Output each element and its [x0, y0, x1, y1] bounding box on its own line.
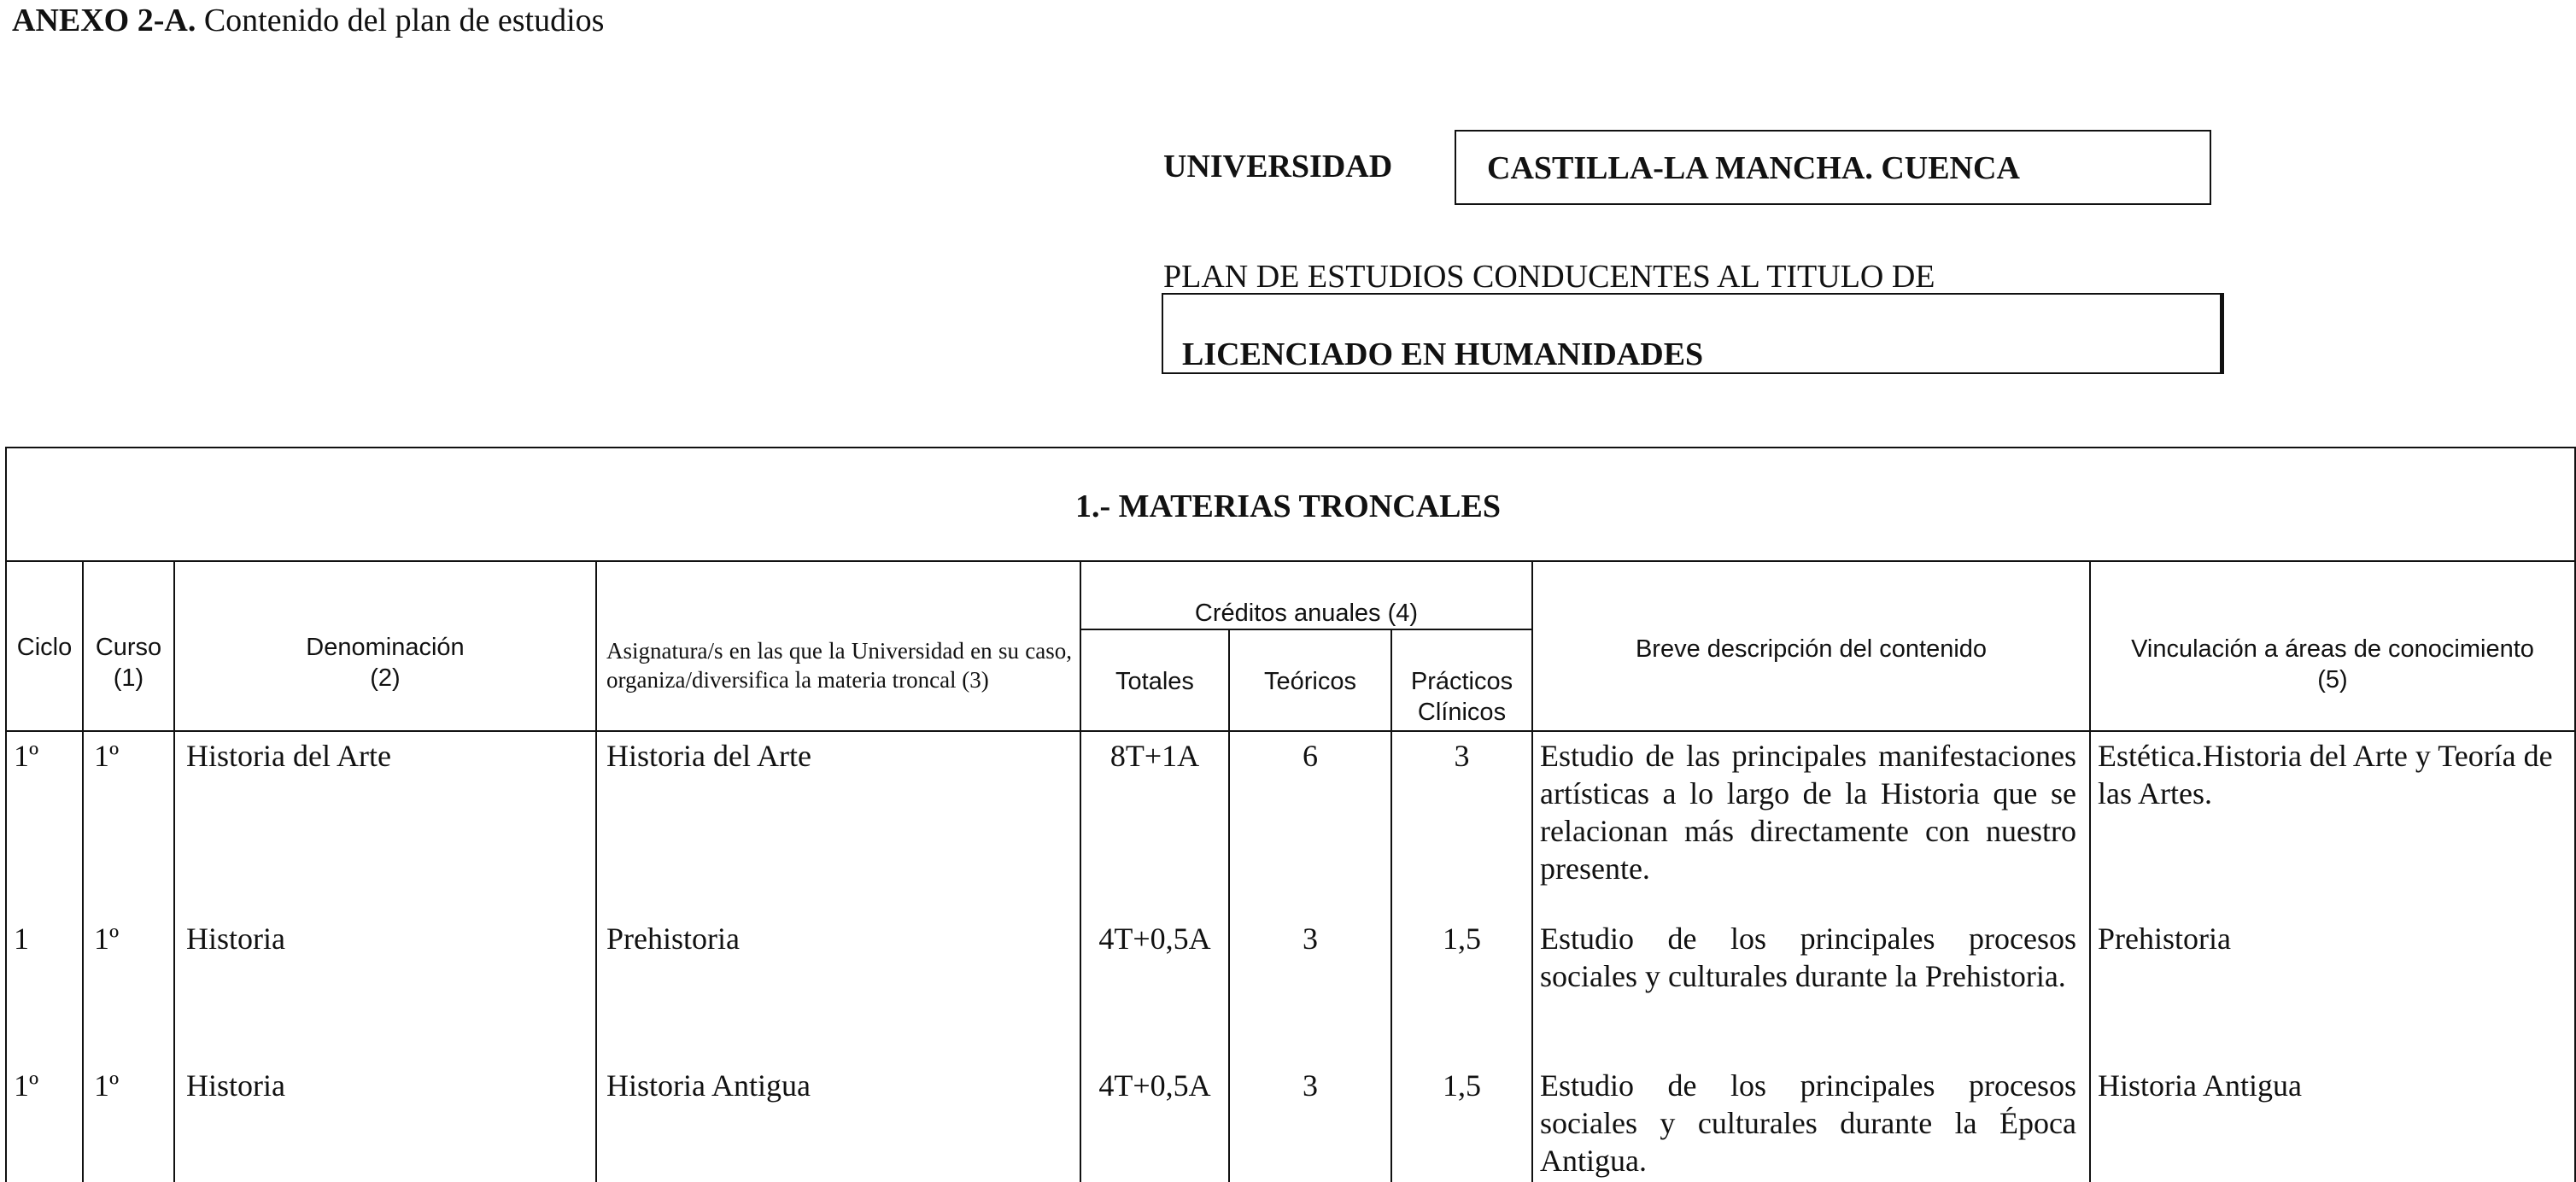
table-row-1-totales: 8T+1A [1109, 739, 1200, 773]
annex-heading [12, 2, 604, 39]
annex-title: Contenido del plan de estudios [203, 3, 605, 38]
section-title: 1.- MATERIAS TRONCALES [1075, 489, 1501, 524]
table-row-1-asignatura: Historia del Arte [606, 739, 811, 773]
university-label: UNIVERSIDAD [1163, 149, 1393, 184]
col-header-teoricos: Teóricos [1264, 668, 1356, 695]
table-row-2-ciclo: 1 [14, 922, 29, 956]
table-row-2-asignatura: Prehistoria [606, 922, 740, 956]
degree-box [1162, 293, 2224, 374]
table-row-1-denominacion: Historia del Arte [186, 739, 391, 773]
table-row-3-curso: 1º [94, 1068, 120, 1103]
col-header-creditos: Créditos anuales (4) [1194, 600, 1419, 627]
table-row-2-teoricos: 3 [1303, 922, 1318, 956]
divider-creditos-group [1080, 629, 1532, 630]
university-name: CASTILLA-LA MANCHA. CUENCA [1487, 150, 2020, 186]
divider-header [5, 730, 2576, 732]
table-row-1-teoricos: 6 [1303, 739, 1318, 773]
table-row-3-descripcion: Estudio de los principales procesos sociales y culturales durante la Época Antigua. [1540, 1068, 2076, 1178]
table-row-1-ciclo: 1º [14, 739, 39, 773]
col-header-practicos: Prácticos Clínicos [1410, 668, 1513, 726]
table-row-3-denominacion: Historia [186, 1068, 285, 1103]
university-box [1455, 130, 2211, 205]
col-header-denominacion: Denominación (2) [306, 634, 465, 692]
table-row-2-practicos: 1,5 [1443, 922, 1481, 956]
table-row-3-asignatura: Historia Antigua [606, 1068, 811, 1103]
col-header-descripcion: Breve descripción del contenido [1635, 635, 1988, 663]
table-row-3-teoricos: 3 [1303, 1068, 1318, 1103]
table-row-3-totales: 4T+0,5A [1098, 1068, 1211, 1103]
table-row-2-curso: 1º [94, 922, 120, 956]
col-line-3 [595, 560, 597, 1182]
table-row-2-vinculacion: Prehistoria [2098, 922, 2231, 956]
table-row-2-totales: 4T+0,5A [1098, 922, 1211, 956]
col-header-ciclo: Ciclo [16, 634, 73, 661]
table-row-1-practicos: 3 [1454, 739, 1470, 773]
table-row-2-denominacion: Historia [186, 922, 285, 956]
table-row-1-curso: 1º [94, 739, 120, 773]
divider-title [5, 560, 2576, 562]
col-header-totales: Totales [1115, 668, 1194, 695]
table-row-1-vinculacion: Estética.Historia del Arte y Teoría de las Artes. [2098, 739, 2553, 810]
table-row-3-ciclo: 1º [14, 1068, 39, 1103]
table-row-2-descripcion: Estudio de los principales procesos sociales y culturales durante la Prehistoria. [1540, 922, 2076, 993]
col-header-vinculacion: Vinculación a áreas de conocimiento (5) [2131, 635, 2534, 693]
plan-line: PLAN DE ESTUDIOS CONDUCENTES AL TITULO DE [1163, 259, 1935, 295]
table-row-1-descripcion: Estudio de las principales manifestaciones artísticas a lo largo de la Historia que se relacionan más directamente con nuestro presente. [1540, 739, 2076, 886]
annex-label: ANEXO 2-A. [12, 3, 196, 38]
col-header-asignaturas: Asignatura/s en las que la Universidad en su caso, organiza/diversifica la materia troncal (3) [606, 638, 1072, 693]
table-row-3-vinculacion: Historia Antigua [2098, 1068, 2302, 1103]
col-header-curso: Curso (1) [95, 634, 162, 692]
table-row-3-practicos: 1,5 [1443, 1068, 1481, 1103]
degree-name: LICENCIADO EN HUMANIDADES [1182, 336, 1704, 372]
